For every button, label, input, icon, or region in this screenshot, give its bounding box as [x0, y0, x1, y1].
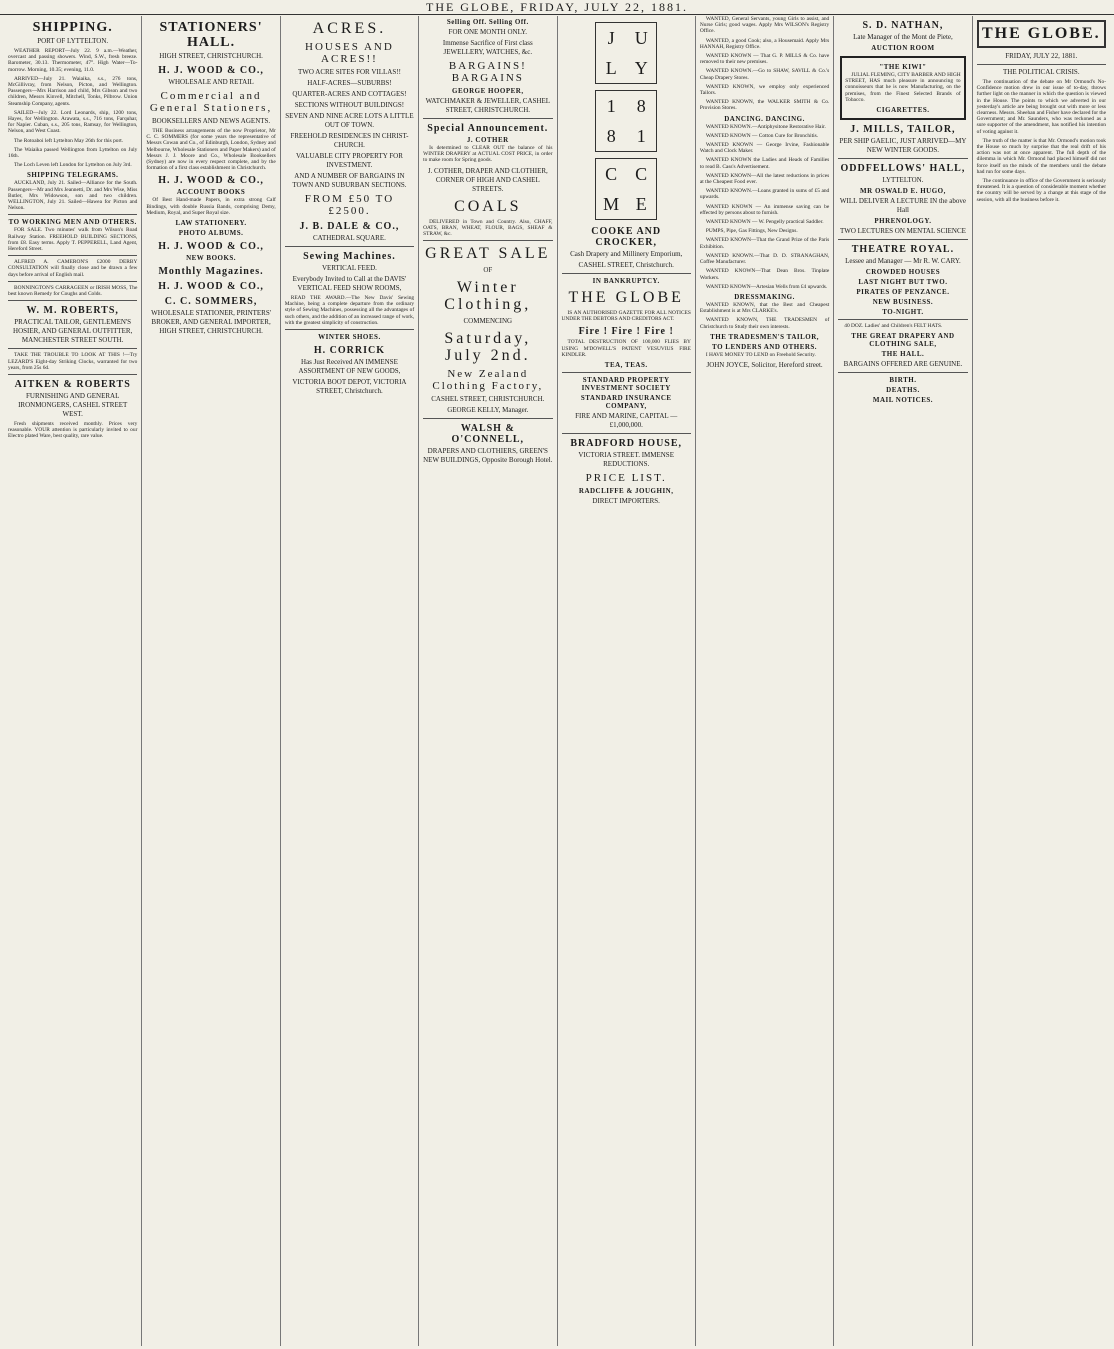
winter-shoes-title: WINTER SHOES.: [318, 333, 381, 342]
wanted-ad: WANTED KNOWN — An immense saving can be effected by persons about to furnish.: [699, 203, 830, 216]
price-list-title: PRICE LIST.: [585, 472, 667, 485]
corrick-title: H. CORRICK: [313, 345, 385, 357]
hooper-sub: WATCHMAKER & JEWELLER, CASHEL STREET, CHRISTCHURCH.: [425, 97, 551, 114]
corrick-subtitle: Has Just Received AN IMMENSE ASSORTMENT OF NEW GOODS,: [298, 358, 401, 376]
tonight-title: TO-NIGHT.: [882, 308, 924, 317]
aitken-title: AITKEN & ROBERTS: [14, 378, 131, 390]
nz-clothing-title: New Zealand Clothing Factory,: [432, 368, 544, 393]
column-stationers: [142, 16, 280, 1346]
telegrams-text: AUCKLAND, July 21. Sailed—Alliance for the South. Passengers—Mr and Mrs Jeannetti, Dr. and Mrs Wise, Miss Butler, Mrs Widowson, son and two children. WELLINGTON, July 21. Sailed—Hawea for Picton and Nelson.: [8, 180, 138, 212]
stationers-body: THE Business arrangements of the now Proprietor, Mr C. C. SOMMERS (for some years the representative of Messrs Cowan and Co., of Edinburgh, London, Sydney and Melbourne, Wholesale Stationers and Paper Makers) and of Messrs J. J. Moore and Co., Wholesale Booksellers (Sydney) are now in every respect complete, and by the formation of a first class establishment in Christchurch.: [146, 128, 276, 172]
bankruptcy-title: IN BANKRUPTCY.: [592, 277, 660, 285]
acres-line: FREEHOLD RESIDENCES IN CHRIST-CHURCH.: [290, 132, 409, 149]
bargains-text: BARGAINS OFFERED ARE GENUINE.: [843, 360, 963, 369]
wanted-ad-heading: DANCING. DANCING.: [724, 114, 805, 123]
year-digit: 8: [606, 126, 616, 146]
saturday-title: Saturday, July 2nd.: [444, 330, 532, 365]
column-shipping: [4, 16, 142, 1346]
editorial-date: FRIDAY, JULY 22, 1881.: [1005, 52, 1078, 60]
shipping-paragraph: SAILED—July 22. Lord Leonards, ship, 1200 tons, Hayes, for Wellington. Arawata, s.s., 716 tons, Farquhar, for Napier. Cuban, s.s., 205 tons, Ramsay, for Wellington, Nelson, and West Coast.: [8, 109, 138, 135]
wanted-ad: WANTED KNOWN.—That D. D. STRANAGHAN, Coffee Manufacturer.: [699, 252, 830, 266]
ccme-letter: E: [635, 194, 647, 214]
divider: [8, 255, 137, 256]
column-selling-off: [419, 16, 557, 1346]
cooke-title: COOKE AND CROCKER,: [591, 226, 662, 248]
joyce-signature: JOHN JOYCE, Solicitor, Hereford street.: [706, 360, 823, 369]
stationers-title: STATIONERS' HALL.: [159, 20, 263, 50]
phrenology-title: PHRENOLOGY.: [874, 217, 932, 226]
mails-title: MAIL NOTICES.: [872, 396, 934, 405]
stationers-subtitle: HIGH STREET, CHRISTCHURCH.: [159, 52, 263, 60]
wanted-ad: WANTED KNOWN, that the Best and Cheapest Establishment is at Mrs CLARKE's.: [699, 301, 830, 315]
pirates-title: PIRATES OF PENZANCE.: [856, 288, 950, 297]
dale-agent-sub: CATHEDRAL SQUARE.: [313, 234, 386, 242]
roberts-title: W. M. ROBERTS,: [26, 305, 119, 317]
special-title: Special Announcement.: [427, 123, 549, 134]
wanted-ad: WANTED KNOWN, the WALKER SMITH & Co. Provision Stores.: [699, 99, 830, 112]
editorial-paragraph: The continuance in office of the Government is seriously threatened. It is a question of considerable moment whether the country will be served by a change at this stage of the session, with all the business before it.: [976, 178, 1106, 203]
ad-text: BONNINGTON'S CARRAGEEN or IRISH MOSS, The best known Remedy for Coughs and Colds.: [8, 284, 138, 298]
acres-line: SECTIONS WITHOUT BUILDINGS!: [294, 101, 405, 109]
year-digit: 1: [636, 126, 646, 146]
kiwi-body: JULIAL FLEMING, CITY BARBER AND HIGH STREET, HAS much pleasure in announcing to connoisseurs that he is now Manufacturing, on the premises, from the Finest Selected Brands of Tobacco.: [845, 72, 961, 103]
divider: [838, 319, 967, 320]
account-text: Of Best Hand-made Papers, in extra strong Calf Bindings, with double Russia Bands, comprising Demy, Medium, Royal, and Super Royal size.: [146, 197, 276, 216]
divider: [562, 273, 691, 274]
sewing-subtitle: VERTICAL FEED.: [321, 264, 377, 272]
column-acres: [281, 16, 419, 1346]
fire-body: TOTAL DESTRUCTION OF 100,000 FLIES BY USING M'DOWELL'S PATENT VESUVIUS FIRE KINDLER.: [561, 339, 691, 358]
globe-masthead: THE GLOBE.: [977, 20, 1106, 48]
law-title: LAW STATIONERY.: [175, 219, 247, 228]
photo-title: PHOTO ALBUMS.: [178, 229, 244, 238]
july-letter: J: [607, 28, 615, 48]
crowded-title: CROWDED HOUSES: [865, 268, 941, 277]
hooper-title: GEORGE HOOPER,: [452, 87, 524, 95]
shipping-paragraph: The Rotoaboi left Lyttelton May 26th for this port.: [14, 137, 124, 144]
wanted-ad: WANTED KNOWN—That the Grand Prize of the Paris Exhibition.: [699, 237, 830, 250]
coals-body: DELIVERED in Town and Country. Also, CHAFF, OATS, BRAN, WHEAT, FLOUR, BAGS, SHEAF & STRAW, &c.: [423, 218, 553, 238]
acres-price: FROM £50 TO £2500.: [304, 193, 395, 217]
account-title: ACCOUNT BOOKS: [176, 188, 246, 197]
mills-sub: PER SHIP GAELIC, JUST ARRIVED—MY NEW WINTER GOODS.: [839, 137, 967, 155]
last-night-title: LAST NIGHT BUT TWO.: [858, 278, 948, 287]
divider: [8, 214, 137, 215]
year-box: [595, 90, 657, 152]
july-box: [595, 22, 657, 84]
auction-title: AUCTION ROOM: [871, 44, 935, 52]
wanted-ad: WANTED KNOWN the Ladies and Heads of Families to read B. Cass's Advertisement.: [699, 157, 830, 170]
wanted-ad: WANTED KNOWN — That G. P. MILLS & Co. have removed to their new premises.: [699, 53, 830, 66]
wanted-ad: WANTED, a good Cook; also, a Housemaid. Apply Mrs HANNAH, Registry Office.: [699, 37, 830, 50]
selling-off-body: Immense Sacrifice of First class JEWELLERY, WATCHES, &c.: [442, 39, 533, 56]
stationers-heading: Commercial and General Stationers,: [149, 90, 273, 114]
tea-title: TEA, TEAS.: [604, 361, 648, 370]
wood-firm: H. J. WOOD & CO.,: [158, 281, 264, 293]
authorised-text: IS AN AUTHORISED GAZETTE FOR ALL NOTICES UNDER THE DEBTORS AND CREDITORS ACT.: [561, 310, 691, 323]
shipping-paragraph: The Loch Leven left London for Lyttelton on July 3rd.: [14, 162, 132, 169]
wood-firm: H. J. WOOD & CO.,: [158, 175, 264, 187]
oddfellows-title: ODDFELLOWS' HALL,: [840, 163, 966, 175]
coals-title: COALS: [454, 197, 522, 215]
lectures-text: TWO LECTURES ON MENTAL SCIENCE: [839, 227, 966, 236]
tenders-title: TO LENDERS AND OTHERS.: [712, 342, 818, 351]
nathan-sub: Late Manager of the Mont de Piete,: [853, 33, 953, 41]
divider: [838, 158, 967, 159]
kiwi-title: "THE KIWI": [879, 63, 927, 71]
masthead: THE GLOBE, FRIDAY, JULY 22, 1881.: [0, 0, 1114, 15]
cother-signature: J. COTHER, DRAPER AND CLOTHIER, CORNER OF HIGH AND CASHEL STREETS.: [427, 166, 548, 193]
divider: [423, 418, 552, 419]
divider: [562, 372, 691, 373]
divider: [285, 246, 414, 247]
column-wanted: [696, 16, 834, 1346]
ccme-box: [595, 158, 657, 220]
wanted-ad-heading: DRESSMAKING.: [734, 292, 795, 301]
acres-line: AND A NUMBER OF BARGAINS IN TOWN AND SUBURBAN SECTIONS.: [292, 172, 407, 189]
ccme-letter: M: [603, 194, 620, 214]
divider: [8, 374, 137, 375]
july-letter: L: [605, 58, 617, 78]
business-title: NEW BUSINESS.: [872, 298, 934, 307]
telegrams-title: SHIPPING TELEGRAMS.: [26, 171, 119, 180]
shipping-paragraph: ARRIVED—July 21. Waiaika, s.s., 276 tons, McGillivray, from Nelson, Picton, and Wellington. Passengers—Mrs Harrison and child, Mrs Gibson and two children, Messrs Kinvell, Mitchell, Tonks, Pilbrow. Union Steamship Company, agents.: [8, 75, 138, 107]
insurance-sub: FIRE AND MARINE, CAPITAL — £1,000,000.: [575, 412, 678, 430]
shipping-title: SHIPPING.: [32, 20, 113, 35]
insurance-title: STANDARD INSURANCE COMPANY,: [580, 394, 672, 411]
acres-line: HALF-ACRES—SUBURBS!: [307, 79, 392, 87]
july-letter: U: [634, 28, 648, 48]
wanted-ad: WANTED KNOWN.—Loans granted in sums of £5 and upwards.: [699, 188, 830, 201]
radcliffe-title: RADCLIFFE & JOUGHIN,: [578, 487, 674, 496]
stationers-heading-sub: BOOKSELLERS AND NEWS AGENTS.: [151, 117, 271, 125]
bradford-sub: VICTORIA STREET. IMMENSE REDUCTIONS.: [578, 451, 674, 469]
births-title: BIRTH.: [889, 376, 917, 385]
globe-title: THE GLOBE: [568, 289, 684, 306]
divider: [285, 329, 414, 330]
acres-line: VALUABLE CITY PROPERTY FOR INVESTMENT.: [296, 152, 403, 169]
july-letter: Y: [634, 58, 648, 78]
victoria-depot: VICTORIA BOOT DEPOT, VICTORIA STREET, Christchurch.: [292, 378, 407, 396]
bargains-title: BARGAINS! BARGAINS: [448, 60, 527, 84]
shipping-paragraph: The Waiaika passed Wellington from Lyttelton on July 16th.: [8, 146, 138, 160]
wanted-ad: WANTED KNOWN.—Go to SHAW, SAVILL & Co.'s Cheap Drapery Stores.: [699, 68, 830, 81]
cother-title: J. COTHER: [466, 136, 509, 144]
wanted-ad: WANTED KNOWN—That Dean Bros. Tinplate Workers.: [699, 268, 830, 281]
cooke-address: CASHEL STREET, Christchurch.: [578, 261, 674, 269]
acres-line: TWO ACRE SITES FOR VILLAS!!: [297, 68, 401, 76]
ccme-letter: C: [635, 164, 648, 184]
wanted-ad: WANTED KNOWN, THE TRADESMEN of Christchurch to Study their own interests.: [699, 317, 830, 330]
shipping-subtitle: PORT OF LYTTELTON.: [37, 37, 109, 45]
deaths-title: DEATHS.: [886, 386, 920, 395]
standard-title: STANDARD PROPERTY INVESTMENT SOCIETY: [581, 376, 671, 393]
divider: [838, 372, 967, 373]
selling-off-sub: FOR ONE MONTH ONLY.: [448, 28, 528, 36]
acres-line: SEVEN AND NINE ACRE LOTS A LITTLE OUT OF TOWN.: [285, 112, 414, 129]
great-sale-title: GREAT SALE: [425, 245, 551, 263]
winter-clothing-title: Winter Clothing,: [444, 279, 532, 314]
theatre-title: THEATRE ROYAL.: [851, 244, 955, 256]
ccme-letter: C: [605, 164, 618, 184]
wood-firm-sub: WHOLESALE AND RETAIL: [168, 78, 254, 86]
wanted-ad: WANTED KNOWN—All the latest reductions in prices at the Cheapest Food ever.: [699, 172, 830, 186]
kiwi-ad: [840, 56, 965, 120]
wanted-ad: WANTED KNOWN, we employ only experienced Tailors.: [699, 83, 830, 97]
column-editorial: [973, 16, 1110, 1346]
editorial-paragraph: The continuation of the debate on Mr Ormond's No-Confidence motion drew in our issue of to-day, throws further light on the manner in which the question is viewed in the House. The points to which we adverted in our yesterday's article are being brought out with more or less clearness. Messrs. Sheehan and Fisher have declared for the Government; and Mr. Saunders, who was reckoned as a sure supporter of the amendment, has notified his intention of voting against it.: [976, 79, 1106, 135]
ad-title: TO WORKING MEN AND OTHERS.: [8, 218, 137, 227]
kelly-manager: GEORGE KELLY, Manager.: [447, 406, 529, 415]
tailors-title: THE TRADESMEN'S TAILOR,: [710, 332, 820, 341]
divider: [8, 300, 137, 301]
divider: [8, 348, 137, 349]
divider: [977, 64, 1106, 65]
wanted-ad: WANTED, General Servants, young Girls to assist, and Nurse Girls; good wages. Apply Mrs WILSON's Registry Office.: [699, 16, 830, 35]
cooke-sub: Cash Drapery and Millinery Emporium,: [570, 250, 683, 258]
year-digit: 1: [606, 96, 616, 116]
sewing-body: READ THE AWARD.—The New Davis' Sewing Machine, being a complete departure from the ordinary style of Sewing Machines, possessing all the advantages of such others, and the addition of an increased range of work, with the greatest simplicity of construction.: [284, 295, 415, 326]
wanted-ad: WANTED KNOWN — W. Pengelly practical Saddler.: [705, 219, 824, 226]
cigarettes-title: CIGARETTES.: [876, 106, 930, 115]
ad-text: TAKE THE TROUBLE TO LOOK AT THIS !—Try LEZARD'S Eight-day Striking Clocks, warranted for two years, from 25s 6d.: [8, 352, 138, 371]
column-july: [558, 16, 696, 1346]
commencing-text: COMMENCING: [463, 317, 513, 326]
shipping-paragraph: WEATHER REPORT—July 22. 9 a.m.—Weather, overcast and passing showers. Wind, S.W., fresh breeze. Barometer, 30.13. Thermometer, 47°. High Water—To-morrow. Morning, 10.35; evening, 11.0.: [8, 48, 138, 73]
monthly-title: Monthly Magazines.: [158, 266, 264, 278]
sommers-subtitle: WHOLESALE STATIONER, PRINTERS' BROKER, AND GENERAL IMPORTER, HIGH STREET, CHRISTCHURCH.: [151, 309, 272, 336]
theatre-sub: Lessee and Manager — Mr R. W. CARY.: [845, 257, 961, 266]
acres-line: QUARTER-ACRES AND COTTAGES!: [292, 90, 407, 98]
sommers-title: C. C. SOMMERS,: [164, 296, 258, 308]
of-text: OF: [483, 266, 493, 275]
hugo-sub: WILL DELIVER A LECTURE IN the above Hall: [839, 197, 966, 215]
selling-off-title: Selling Off. Selling Off.: [446, 18, 529, 26]
roberts-subtitle: PRACTICAL TAILOR, GENTLEMEN'S HOSIER, AND GENERAL OUTFITTER, MANCHESTER STREET SOUTH.: [13, 318, 133, 345]
cother-body: Is determined to CLEAR OUT the balance of his WINTER DRAPERY at ACTUAL COST PRICE, in order to make room for Spring goods.: [423, 145, 553, 164]
divider: [838, 239, 967, 240]
divider: [8, 281, 137, 282]
fire-title: Fire ! Fire ! Fire !: [578, 326, 674, 338]
hats-text: 40 DOZ. Ladies' and Children's FELT HATS.: [844, 323, 943, 330]
nz-clothing-sub: CASHEL STREET, CHRISTCHURCH.: [431, 395, 545, 404]
acres-subtitle: HOUSES AND ACRES!!: [305, 41, 394, 65]
wanted-ad: WANTED KNOWN.—Antiphysitone Restorative Hair.: [705, 123, 826, 130]
newspaper-page: [4, 16, 1110, 1346]
wanted-ad: PUMPS, Pipe, Gas Fittings, New Designs.: [705, 228, 798, 235]
aitken-text: Fresh shipments received monthly. Prices very reasonable. YOUR attention is particularly invited to our Electro plated Ware, best quality, rare value.: [8, 420, 138, 440]
sewing-title: Sewing Machines.: [303, 251, 396, 262]
dale-agent: J. B. DALE & CO.,: [299, 221, 400, 232]
divider: [423, 240, 552, 241]
radcliffe-sub: DIRECT IMPORTERS.: [592, 497, 660, 506]
divider: [562, 433, 691, 434]
money-text: I HAVE MONEY TO LEND on Freehold Security.: [705, 351, 816, 358]
walsh-title: WALSH & O'CONNELL,: [451, 423, 525, 446]
editorial-heading: THE POLITICAL CRISIS.: [1003, 68, 1080, 76]
mills-title: J. MILLS, TAILOR,: [850, 124, 956, 136]
davis-line: Everybody Invited to Call at the DAVIS' VERTICAL FEED SHOW ROOMS,: [292, 275, 407, 292]
editorial-paragraph: The truth of the matter is that Mr. Ormond's motion took the House so much by surprise that the real drift of his action was not at once apparent. The full depth of the dilemma in which Mr. Ormond had placed himself did not force itself on the minds of the members until the debate had run for some days.: [976, 137, 1106, 175]
drapery-title: THE GREAT DRAPERY AND CLOTHING SALE,: [851, 332, 955, 349]
walsh-sub: DRAPERS AND CLOTHIERS, GREEN'S NEW BUILDINGS, Opposite Borough Hotel.: [423, 447, 553, 465]
hall-title: THE HALL.: [881, 350, 925, 359]
wood-firm: H. J. WOOD & CO.,: [158, 65, 264, 76]
bradford-title: BRADFORD HOUSE,: [570, 438, 683, 450]
divider: [423, 118, 552, 119]
hugo-title: MR OSWALD E. HUGO,: [860, 187, 946, 196]
oddfellows-sub: LYTTELTON.: [882, 176, 924, 185]
nathan-title: S. D. NATHAN,: [862, 20, 944, 31]
books-title: NEW BOOKS.: [186, 254, 237, 263]
wanted-ad: WANTED KNOWN—Artesian Wells from £4 upwards.: [705, 283, 828, 290]
ad-text: FOR SALE. Two minutes' walk from Wilson's Road Railway Station. FREEHOLD BUILDING SECTIONS, from £8. Easy terms. Apply T. PEPPERELL, Land Agent, Hereford Street.: [8, 227, 138, 253]
aitken-subtitle: FURNISHING AND GENERAL IRONMONGERS, CASHEL STREET WEST.: [18, 391, 128, 418]
year-digit: 8: [636, 96, 646, 116]
column-nathan: [834, 16, 972, 1346]
acres-title: ACRES.: [312, 20, 387, 37]
wanted-ad: WANTED KNOWN — Cotton Cure for Bronchitis.: [705, 132, 819, 139]
wood-firm: H. J. WOOD & CO.,: [158, 241, 264, 253]
ad-text: ALFRED A. CAMERON'S £2000 DERBY CONSULTATION will finally close and be drawn a few days before arrival of English mail.: [8, 259, 138, 278]
wanted-ad: WANTED KNOWN — George Irvine, Fashionable Watch and Clock Maker.: [699, 142, 830, 155]
